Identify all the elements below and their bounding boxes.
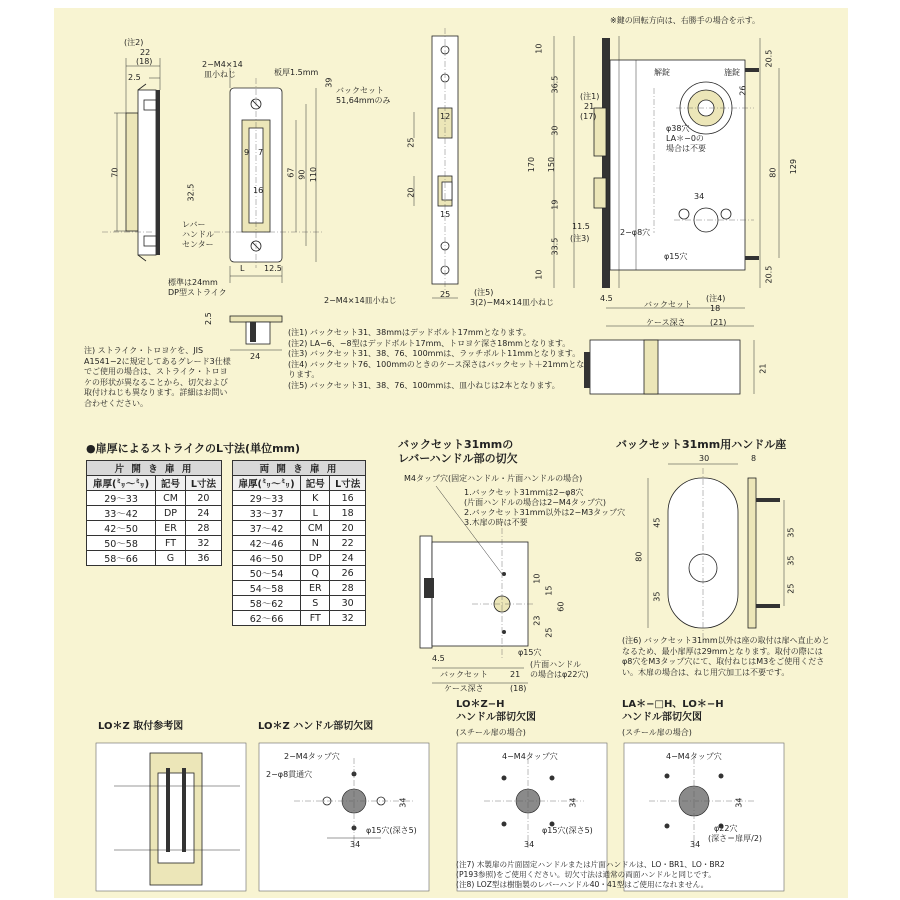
dim-label: 80 [634, 551, 644, 562]
note-item: (注2) LA−6、−8型はデッドボルト17mm、トロヨケ深さ18mmとなります。 [288, 338, 571, 348]
table-row: 58〜66 G 36 [87, 551, 222, 566]
panel-title: ハンドル部切欠図 [456, 712, 536, 723]
lever-label: ハンドル [182, 230, 214, 239]
case-label: ケース深さ [646, 318, 686, 327]
dim-label: 25 [544, 627, 554, 638]
handle-seat [648, 464, 784, 638]
dim-label: 24 [250, 352, 261, 361]
lock-label: 施錠 [724, 68, 740, 77]
dim-label: 8 [751, 454, 757, 463]
lock-side-view [554, 36, 779, 326]
dim-label: 2.5 [128, 73, 141, 82]
table-row: 33〜42 DP 24 [87, 506, 222, 521]
hole-label: φ15穴(深さ5) [366, 826, 417, 835]
dim-label: (18) [136, 57, 153, 66]
dim-label: 10 [534, 269, 544, 280]
dim-label: 35 [786, 555, 796, 566]
dim-label: 35 [786, 527, 796, 538]
table-caption: 両 開 き 扉 用 [233, 461, 366, 476]
lock-front-plate [414, 28, 458, 298]
dim-label: 23 [532, 615, 542, 626]
bs31-title: レバーハンドル部の切欠 [398, 452, 518, 465]
dim-label: 10 [534, 43, 544, 54]
seat-title: バックセット31mm用ハンドル座 [616, 438, 787, 451]
dim-label: 12 [440, 112, 451, 121]
note-ref: (注1) [580, 92, 600, 101]
table-row: 50〜54 Q 26 [233, 566, 366, 581]
backset-label: バックセット [440, 670, 488, 679]
dim-label: 170 [527, 156, 537, 173]
lever-label: センター [182, 240, 214, 249]
rotation-note: ※鍵の回転方向は、右勝手の場合を示す。 [610, 16, 761, 25]
strike-note: 注) ストライク・トロヨケを、JIS A1541−2に規定してあるグレード3仕様でご使用の場合は、ストライク・トロヨケの形状が異なることから、切欠および取付けねじも異なります。詳細はお問い合わせください。 [84, 346, 231, 408]
bs31-note: の場合はφ22穴) [530, 670, 589, 679]
panel-subtitle: (スチール扉の場合) [456, 728, 526, 737]
dim-label: 20.5 [764, 265, 774, 284]
tap-label: M4タップ穴(固定ハンドル・片面ハンドルの場合) [404, 474, 583, 483]
strike-side-view [102, 58, 160, 261]
dim-label: 34 [398, 797, 408, 808]
panel-title: LA＊−□H、LO＊−H [622, 699, 724, 710]
note-ref: (注5) [474, 288, 494, 297]
dim-label: 21 [584, 102, 595, 111]
table-header: 記号 [301, 476, 330, 491]
dim-label: 34 [690, 840, 701, 849]
note-ref: (注4) [706, 294, 726, 303]
footnote: (注8) LOZ型は樹脂製のレバーハンドル40・41型はご使用になれません。 [456, 880, 709, 890]
dim-label: 10 [532, 573, 542, 584]
dim-label: 4.5 [432, 654, 445, 663]
dim-label: 150 [547, 156, 557, 173]
dim-label: 34 [568, 797, 578, 808]
case-label: ケース深さ [444, 684, 484, 693]
table-title: ●扉厚によるストライクのL寸法(単位mm) [86, 442, 301, 455]
dim-label: 15 [440, 210, 451, 219]
panel-lo-z [259, 743, 429, 891]
dim-label: (21) [710, 318, 727, 327]
table-row: 46〜50 DP 24 [233, 551, 366, 566]
dim-label: 25 [786, 583, 796, 594]
table-row: 33〜37 L 18 [233, 506, 366, 521]
strike-table-single [86, 460, 222, 566]
dim-label: (17) [580, 112, 597, 121]
dim-label: 30 [550, 125, 560, 136]
dim-label: 20 [406, 187, 416, 198]
unlock-label: 解錠 [654, 68, 670, 77]
panel-title: LO＊Z 取付参考図 [98, 721, 184, 732]
dim-label: 2.5 [203, 312, 213, 325]
backset-label: 51,64mmのみ [336, 96, 391, 105]
table-row: 42〜46 N 22 [233, 536, 366, 551]
dim-label: (18) [510, 684, 527, 693]
bs31-title: バックセット31mmの [398, 438, 514, 451]
dim-label: 67 [286, 167, 296, 178]
backset-label: バックセット [336, 86, 384, 95]
dim-label: 90 [297, 169, 307, 180]
table-row: 58〜62 S 30 [233, 596, 366, 611]
notes-list [288, 328, 588, 391]
hole-label: 2−φ8貫通穴 [266, 770, 313, 779]
std-label: 標準は24mm [168, 278, 218, 287]
dim-label: 11.5 [572, 222, 590, 231]
panel-subtitle: (スチール扉の場合) [622, 728, 692, 737]
dim-label: 22 [140, 48, 151, 57]
footnote: (P193参照)をご使用ください。切欠寸法は通常の両面ハンドルと同じです。 [456, 870, 716, 880]
dim-label: 18 [710, 304, 721, 313]
note-item: (注5) バックセット31、38、76、100mmは、皿小ねじは2本となります。 [288, 380, 560, 390]
dim-label: (注2) [124, 38, 144, 47]
table-row: 37〜42 CM 20 [233, 521, 366, 536]
strike-front-view [214, 68, 324, 283]
hole-label: φ15穴(深さ5) [542, 826, 593, 835]
table-header: 扉厚(㍉〜㍉) [233, 476, 301, 491]
panel-title: LO＊Z ハンドル部切欠図 [258, 721, 374, 732]
dim-label: 25 [406, 137, 416, 148]
panel-title: ハンドル部切欠図 [622, 712, 702, 723]
footnote: (注7) 木製扉の片面固定ハンドルまたは片面ハンドルは、LO・BR1、LO・BR2 [456, 860, 725, 869]
dim-label: 129 [789, 158, 799, 175]
hole-label: φ38穴 [666, 124, 690, 133]
note-item: (注1) バックセット31、38mmはデッドボルト17mmとなります。 [288, 328, 531, 337]
table-header: 記号 [156, 476, 186, 491]
table-row: 29〜33 CM 20 [87, 491, 222, 506]
table-row: 29〜33 K 16 [233, 491, 366, 506]
dim-label: 21 [758, 363, 768, 374]
table-row: 62〜66 FT 32 [233, 611, 366, 626]
panel-title: LO＊Z−H [456, 699, 505, 710]
strike-table-double [232, 460, 366, 626]
screw-label: 2−M4×14皿小ねじ [324, 296, 397, 305]
hole-label: 2−φ8穴 [620, 228, 651, 237]
bs31-note: (片面ハンドル [530, 660, 582, 669]
dim-label: 34 [694, 192, 705, 201]
dim-label: 9 [244, 148, 250, 157]
plate-label: 板厚1.5mm [274, 68, 319, 77]
table-header: 扉厚(㍉〜㍉) [87, 476, 156, 491]
screw-label: 3(2)−M4×14皿小ねじ [470, 298, 554, 307]
note-item: (注3) バックセット31、38、76、100mmは、ラッチボルト11mmとなります。 [288, 349, 581, 359]
lock-top-section [584, 340, 754, 394]
dim-label: 20.5 [764, 49, 774, 68]
note-ref: (注3) [570, 234, 590, 243]
panel-mount [96, 743, 246, 891]
dim-label: 26 [738, 85, 748, 96]
tap-label: 4−M4タップ穴 [502, 752, 558, 761]
table-row: 50〜58 FT 32 [87, 536, 222, 551]
screw-label: 皿小ねじ [204, 70, 236, 79]
dim-label: 45 [652, 517, 662, 528]
dim-label: 21 [510, 670, 521, 679]
hole-label: 場合は不要 [666, 144, 706, 153]
dim-label: 34 [734, 797, 744, 808]
note-item: (注4) バックセット76、100mmのときのケース深さはバックセット＋21mmとなります。 [288, 359, 585, 380]
table-header: L寸法 [330, 476, 366, 491]
hole-label: φ15穴 [518, 648, 542, 657]
tap-label: 2−M4タップ穴 [284, 752, 340, 761]
dim-label: 36.5 [550, 75, 560, 94]
dim-label: L [240, 264, 245, 273]
dim-label: 25 [440, 290, 451, 299]
dim-label: 12.5 [264, 264, 282, 273]
hole-label: LA＊−0の [666, 134, 704, 143]
bs31-list: 1.バックセット31mmは2−φ8穴 [464, 488, 584, 497]
bs31-list: 2.バックセット31mm以外は2−M3タップ穴 [464, 508, 626, 517]
dim-label: 60 [556, 601, 566, 612]
seat-note: (注6) バックセット31mm以外は座の取付は扉へ直止めとなるため、最小扉厚は29mmとなります。取付の際にはφ8穴をM3タップ穴にて、取付ねじはM3をご使用ください。木扉の場合は、ねじ用穴加工は不要です。 [622, 636, 830, 677]
table-row: 54〜58 ER 28 [233, 581, 366, 596]
dim-label: 34 [350, 840, 361, 849]
catalog-sheet [54, 8, 848, 898]
table-caption: 片 開 き 扉 用 [87, 461, 222, 476]
dim-label: 110 [309, 166, 319, 183]
dim-label: 35 [652, 591, 662, 602]
dim-label: 4.5 [600, 294, 613, 303]
table-header: L寸法 [185, 476, 221, 491]
dim-label: 34 [524, 840, 535, 849]
backset-label: バックセット [644, 300, 692, 309]
tap-label: 4−M4タップ穴 [666, 752, 722, 761]
hole-label: (深さ＝扉厚/2) [708, 834, 763, 843]
hole-label: φ15穴 [664, 252, 688, 261]
dim-label: 39 [324, 77, 334, 88]
footnotes [456, 860, 846, 890]
dim-label: 15 [544, 585, 554, 596]
table-row: 42〜50 ER 28 [87, 521, 222, 536]
screw-label: 2−M4×14 [202, 60, 243, 69]
dim-label: 7 [258, 148, 264, 157]
dim-label: 33.5 [550, 237, 560, 256]
dim-label: 80 [768, 167, 778, 178]
bs31-list: (片面ハンドルの場合は2−M4タップ穴) [464, 498, 607, 507]
hole-label: φ22穴 [714, 824, 738, 833]
dim-label: 70 [110, 167, 120, 178]
strike-section-view [230, 316, 282, 350]
dim-label: 19 [550, 199, 560, 210]
lever-label: レバー [182, 220, 206, 229]
dim-label: 16 [253, 186, 264, 195]
bs31-list: 3.木扉の時は不要 [464, 518, 528, 527]
std-label: DP型ストライク [168, 288, 227, 297]
dim-label: 30 [699, 454, 710, 463]
dim-label: 32.5 [186, 183, 196, 202]
